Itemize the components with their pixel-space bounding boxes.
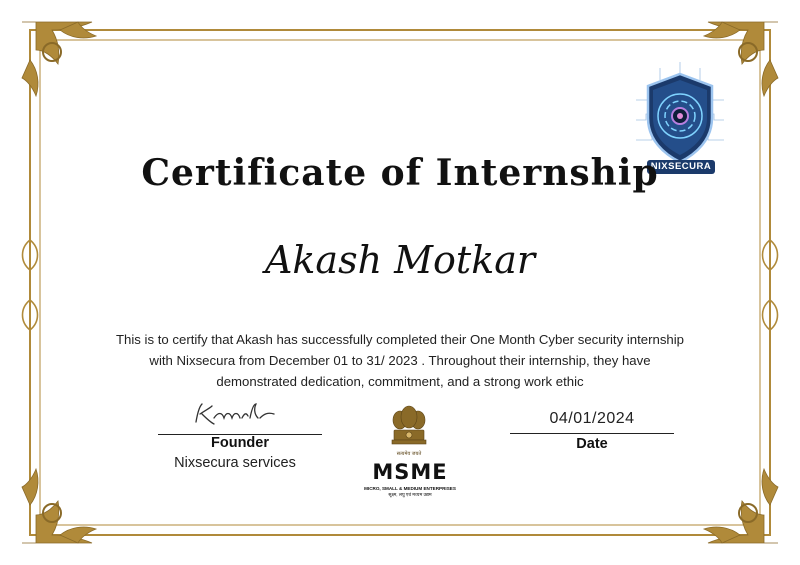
issue-date: 04/01/2024 [549,410,635,427]
body-line: with Nixsecura from December 01 to 31/ 2023 . Throughout their internship, they have [149,353,651,368]
state-emblem-icon [386,400,432,460]
svg-text:सत्यमेव जयते: सत्यमेव जयते [396,451,422,457]
msme-logo-mark: MSME [372,460,448,484]
certificate-body [70,329,730,392]
founder-role: Founder [211,435,269,451]
msme-subtitle: MICRO, SMALL & MEDIUM ENTERPRISES [364,486,456,491]
nixsecura-logo-label: NIXSECURA [647,160,715,174]
body-line: This is to certify that Akash has successfully completed their One Month Cyber security internship [115,332,685,347]
msme-subtitle-hindi: सूक्ष्म, लघु एवं मध्यम उद्यम [388,492,432,497]
date-line [510,433,674,434]
certificate-title: Certificate of Internship [141,152,659,194]
date-label: Date [576,436,608,452]
founder-signature [190,400,280,428]
body-line: demonstrated dedication, commitment, and a strong work ethic [216,374,584,389]
organization-name: Nixsecura services [174,455,296,471]
recipient-name: Akash Motkar [264,238,536,282]
